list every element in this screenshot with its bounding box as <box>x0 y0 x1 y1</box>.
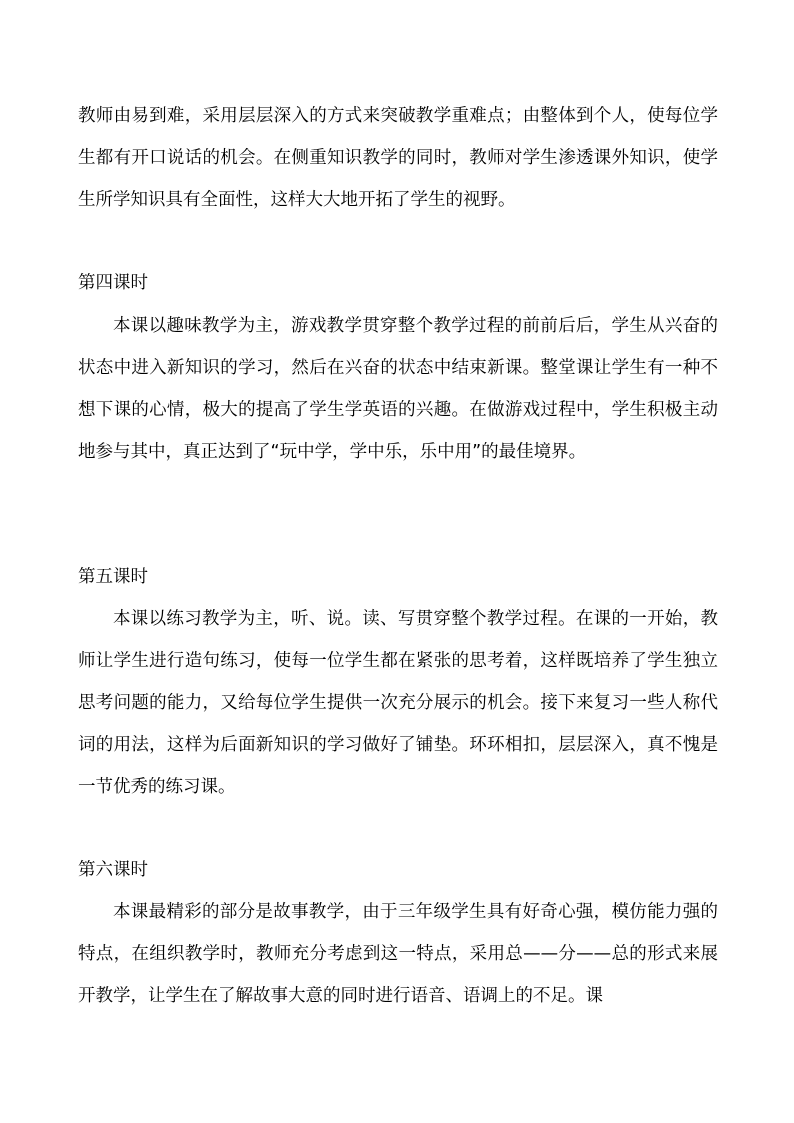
section-body-5: 本课以练习教学为主，听、说。读、写贯穿整个教学过程。在课的一开始，教师让学生进行造句练习，使每一位学生都在紧张的思考着，这样既培养了学生独立思考问题的能力，又给每位学生提供一次充分展示的机会。接下来复习一些人称代词的用法，这样为后面新知识的学习做好了铺垫。环环相扣，层层深入，真不愧是一节优秀的练习课。 <box>78 609 718 797</box>
section-heading-4: 第四课时 <box>78 273 148 293</box>
section-heading-6: 第六课时 <box>78 860 148 880</box>
section-body-6: 本课最精彩的部分是故事教学，由于三年级学生具有好奇心强，模仿能力强的特点，在组织教学时，教师充分考虑到这一特点，采用总——分——总的形式来展开教学，让学生在了解故事大意的同时进行语音、语调上的不足。课 <box>78 902 718 1006</box>
intro-paragraph: 教师由易到难，采用层层深入的方式来突破教学重难点；由整体到个人，使每位学生都有开口说话的机会。在侧重知识教学的同时，教师对学生渗透课外知识，使学生所学知识具有全面性，这样大大地开拓了学生的视野。 <box>78 106 718 210</box>
section-heading-5: 第五课时 <box>78 567 148 587</box>
section-body-4: 本课以趣味教学为主，游戏教学贯穿整个教学过程的前前后后，学生从兴奋的状态中进入新知识的学习，然后在兴奋的状态中结束新课。整堂课让学生有一种不想下课的心情，极大的提高了学生学英语的兴趣。在做游戏过程中，学生积极主动地参与其中，真正达到了“玩中学，学中乐，乐中用”的最佳境界。 <box>78 316 718 462</box>
